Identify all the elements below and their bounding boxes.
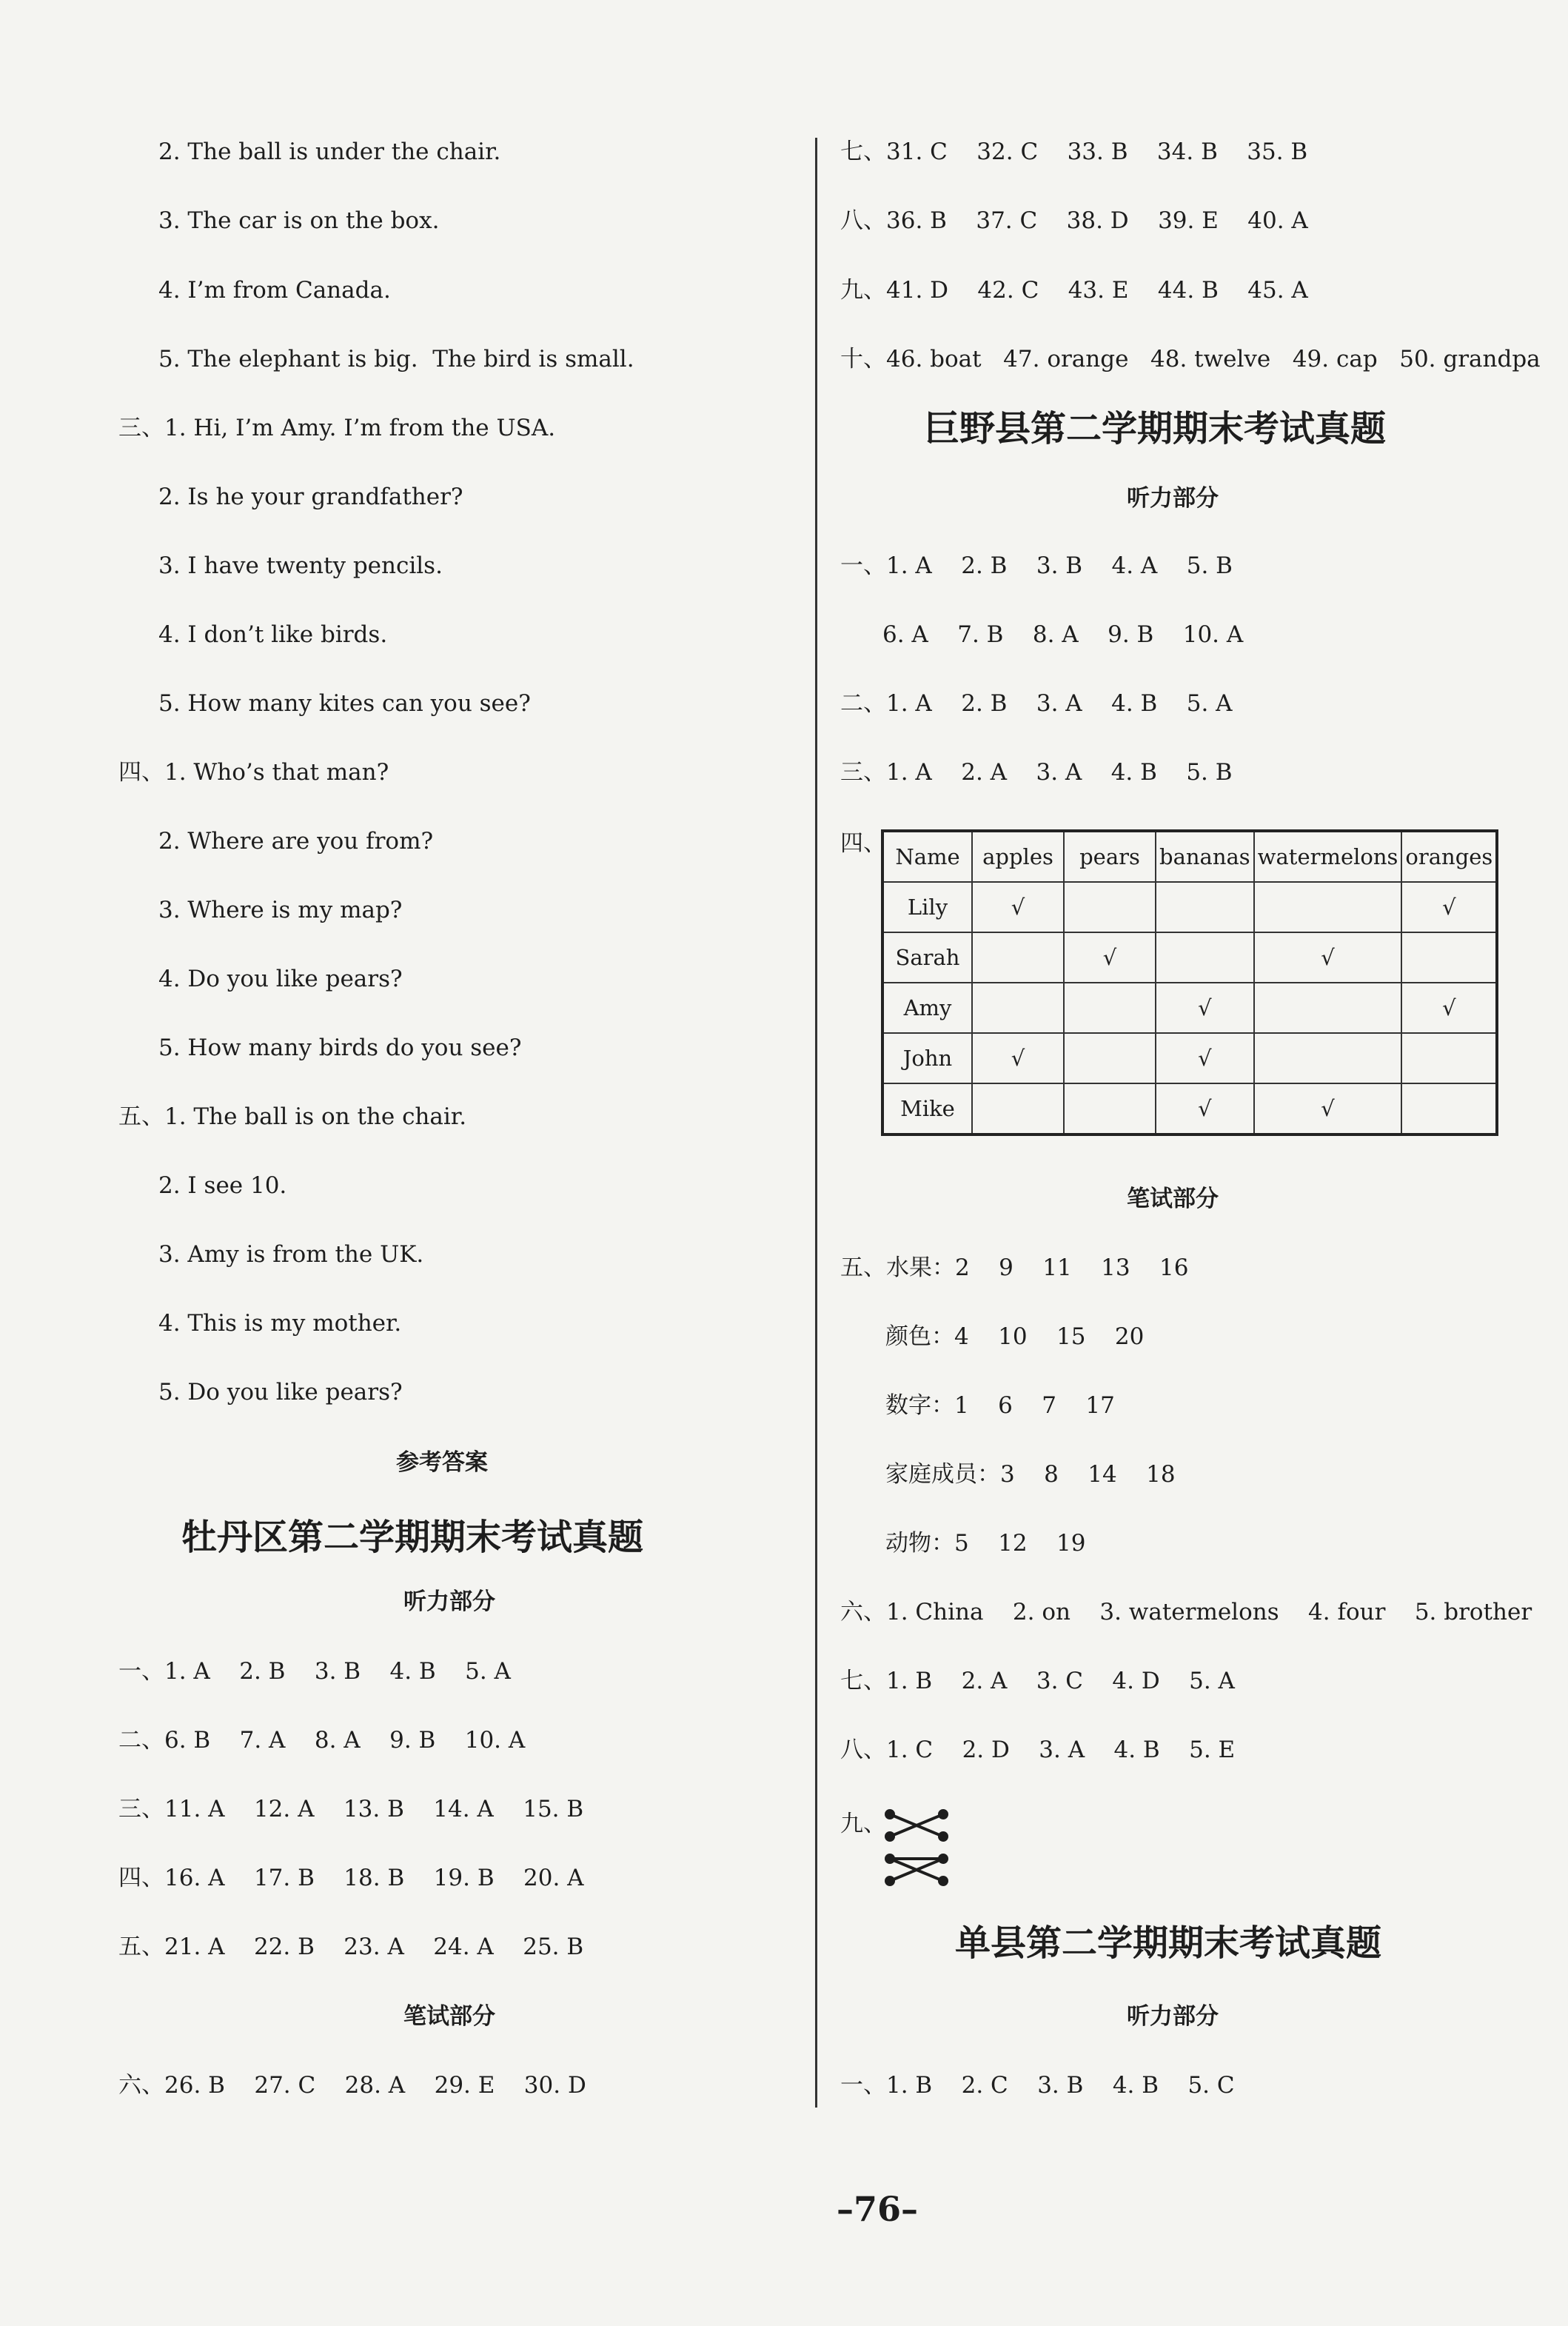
page-number: –76– bbox=[837, 2189, 919, 2229]
right-line: 五、水果：2 9 11 13 16 bbox=[840, 1254, 1189, 1281]
answer-key-label: 参考答案 bbox=[396, 1449, 488, 1476]
left-line: 二、6. B 7. A 8. A 9. B 10. A bbox=[118, 1727, 526, 1754]
table-cell-mark: √ bbox=[972, 882, 1064, 932]
table-row bbox=[882, 983, 1497, 1033]
table-cell-mark bbox=[1064, 1083, 1156, 1134]
table-cell-name: Lily bbox=[882, 882, 972, 932]
right-line: 一、1. B 2. C 3. B 4. B 5. C bbox=[840, 2072, 1235, 2099]
table-cell-mark: √ bbox=[1254, 1083, 1402, 1134]
left-line: 4. I don’t like birds. bbox=[158, 621, 388, 648]
table-cell-mark bbox=[1401, 932, 1497, 983]
table-cell-mark bbox=[1254, 983, 1402, 1033]
table-cell-mark bbox=[972, 983, 1064, 1033]
left-line: 五、1. The ball is on the chair. bbox=[118, 1103, 467, 1130]
table-row bbox=[882, 882, 1497, 932]
table-prefix: 四、 bbox=[840, 830, 886, 857]
right-line: 数字：1 6 7 17 bbox=[885, 1392, 1115, 1419]
table-header-row bbox=[882, 831, 1497, 882]
right-line: 三、1. A 2. A 3. A 4. B 5. B bbox=[840, 759, 1233, 786]
fruit-table bbox=[881, 829, 1498, 1136]
table-header: pears bbox=[1064, 831, 1156, 882]
table-cell-mark bbox=[1064, 1033, 1156, 1083]
left-line: 四、16. A 17. B 18. B 19. B 20. A bbox=[118, 1865, 584, 1891]
table-cell-mark bbox=[1401, 1083, 1497, 1134]
left-line: 5. How many kites can you see? bbox=[158, 690, 531, 717]
left-line: 5. How many birds do you see? bbox=[158, 1035, 522, 1061]
table-cell-mark bbox=[1254, 1033, 1402, 1083]
table-cell-mark bbox=[972, 1083, 1064, 1134]
left-line: 四、1. Who’s that man? bbox=[118, 759, 389, 786]
table-cell-mark bbox=[972, 932, 1064, 983]
exam3-title: 单县第二学期期末考试真题 bbox=[955, 1922, 1382, 1964]
exam2-listening-label: 听力部分 bbox=[1127, 485, 1219, 512]
left-line: 2. Where are you from? bbox=[158, 828, 434, 855]
table-cell-mark bbox=[1156, 932, 1254, 983]
table-cell-mark: √ bbox=[1156, 1033, 1254, 1083]
right-line: 家庭成员：3 8 14 18 bbox=[885, 1461, 1176, 1488]
left-line: 3. Where is my map? bbox=[158, 897, 403, 923]
left-line: 一、1. A 2. B 3. B 4. B 5. A bbox=[118, 1658, 511, 1685]
exam2-written-label: 笔试部分 bbox=[1127, 1186, 1219, 1212]
table-cell-mark: √ bbox=[972, 1033, 1064, 1083]
exam1-written-label: 笔试部分 bbox=[403, 2003, 495, 2030]
right-line: 七、1. B 2. A 3. C 4. D 5. A bbox=[840, 1668, 1235, 1694]
left-line: 5. Do you like pears? bbox=[158, 1379, 403, 1406]
exam1-listening-label: 听力部分 bbox=[403, 1588, 495, 1615]
right-line: 6. A 7. B 8. A 9. B 10. A bbox=[882, 621, 1244, 648]
table-cell-name: John bbox=[882, 1033, 972, 1083]
section9-label: 九、 bbox=[840, 1811, 886, 1837]
right-line: 一、1. A 2. B 3. B 4. A 5. B bbox=[840, 552, 1233, 579]
table-cell-name: Sarah bbox=[882, 932, 972, 983]
table-cell-name: Amy bbox=[882, 983, 972, 1033]
right-line: 八、1. C 2. D 3. A 4. B 5. E bbox=[840, 1737, 1236, 1763]
right-line: 八、36. B 37. C 38. D 39. E 40. A bbox=[840, 207, 1308, 234]
left-line: 5. The elephant is big. The bird is small. bbox=[158, 346, 634, 372]
column-divider bbox=[815, 138, 817, 2108]
right-line: 二、1. A 2. B 3. A 4. B 5. A bbox=[840, 690, 1233, 717]
table-cell-mark: √ bbox=[1156, 983, 1254, 1033]
left-line: 4. This is my mother. bbox=[158, 1310, 402, 1337]
table-header: oranges bbox=[1401, 831, 1497, 882]
exam3-listening-label: 听力部分 bbox=[1127, 2003, 1219, 2030]
right-line: 六、1. China 2. on 3. watermelons 4. four 5. brother bbox=[840, 1599, 1532, 1625]
table-cell-mark: √ bbox=[1254, 932, 1402, 983]
left-line: 2. I see 10. bbox=[158, 1172, 287, 1199]
left-line: 4. I’m from Canada. bbox=[158, 277, 391, 304]
left-line: 3. The car is on the box. bbox=[158, 207, 440, 234]
right-line: 七、31. C 32. C 33. B 34. B 35. B bbox=[840, 138, 1308, 165]
table-cell-mark: √ bbox=[1064, 932, 1156, 983]
table-row bbox=[882, 1083, 1497, 1134]
table-cell-mark: √ bbox=[1401, 882, 1497, 932]
right-line: 九、41. D 42. C 43. E 44. B 45. A bbox=[840, 277, 1308, 304]
left-line: 五、21. A 22. B 23. A 24. A 25. B bbox=[118, 1934, 584, 1960]
table-cell-mark bbox=[1064, 983, 1156, 1033]
table-row bbox=[882, 1033, 1497, 1083]
left-line: 3. I have twenty pencils. bbox=[158, 552, 443, 579]
left-line: 3. Amy is from the UK. bbox=[158, 1241, 424, 1268]
table-cell-name: Mike bbox=[882, 1083, 972, 1134]
exam1-title: 牡丹区第二学期期末考试真题 bbox=[181, 1517, 644, 1558]
table-cell-mark bbox=[1401, 1033, 1497, 1083]
table-cell-mark: √ bbox=[1401, 983, 1497, 1033]
left-line: 三、11. A 12. A 13. B 14. A 15. B bbox=[118, 1796, 584, 1822]
table-header: Name bbox=[882, 831, 972, 882]
right-line: 颜色：4 10 15 20 bbox=[885, 1323, 1145, 1350]
left-line: 六、26. B 27. C 28. A 29. E 30. D bbox=[118, 2072, 586, 2099]
table-header: bananas bbox=[1156, 831, 1254, 882]
table-cell-mark bbox=[1064, 882, 1156, 932]
table-header: apples bbox=[972, 831, 1064, 882]
left-line: 2. The ball is under the chair. bbox=[158, 138, 501, 165]
left-line: 三、1. Hi, I’m Amy. I’m from the USA. bbox=[118, 415, 556, 441]
exam2-title: 巨野县第二学期期末考试真题 bbox=[924, 408, 1387, 450]
right-line: 动物：5 12 19 bbox=[885, 1530, 1086, 1557]
table-cell-mark bbox=[1156, 882, 1254, 932]
table-cell-mark: √ bbox=[1156, 1083, 1254, 1134]
right-line: 十、46. boat 47. orange 48. twelve 49. cap 50. grandpa bbox=[840, 346, 1541, 372]
table-header: watermelons bbox=[1254, 831, 1402, 882]
matching-lines-diagram bbox=[881, 1807, 952, 1888]
table-cell-mark bbox=[1254, 882, 1402, 932]
left-line: 4. Do you like pears? bbox=[158, 966, 403, 992]
left-line: 2. Is he your grandfather? bbox=[158, 484, 463, 510]
table-row bbox=[882, 932, 1497, 983]
